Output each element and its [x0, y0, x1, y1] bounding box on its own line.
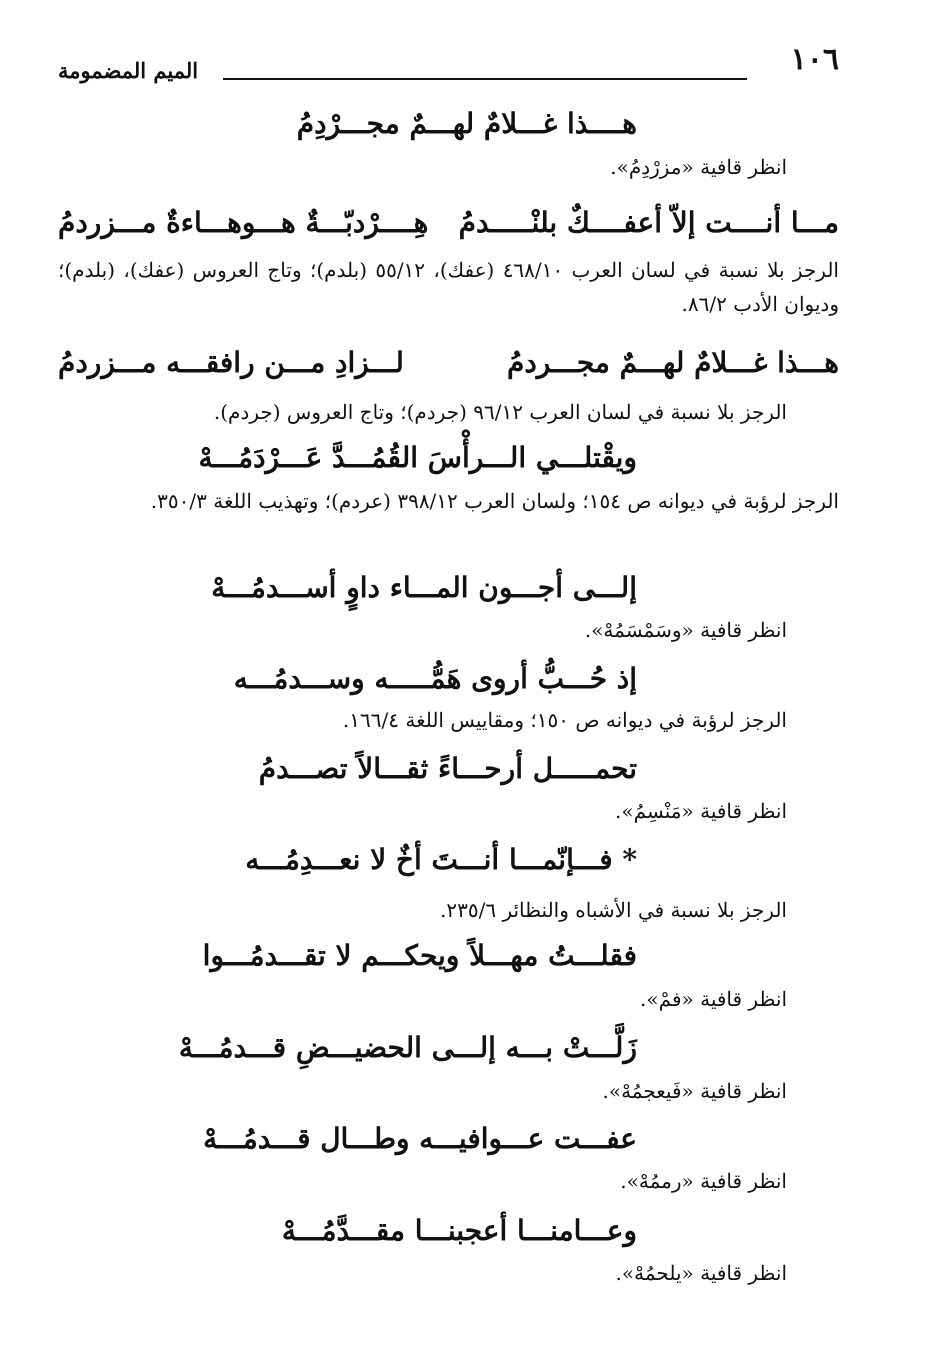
verse-line: إذ حُـــبُّ أروى هَمُّـــــه وســـدمُـــه — [233, 662, 637, 695]
cross-reference: انظر قافية «مَنْسِمُ». — [615, 799, 787, 823]
source-note: الرجز بلا نسبة في لسان العرب ٤٦٨/١٠ (عفك)، ٥٥/١٢ (بلدم)؛ وتاج العروس (عفك)، (بلدم)؛ وديوان الأدب ٨٦/٢. — [58, 258, 839, 316]
source-note: الرجز لرؤبة في ديوانه ص ١٥٠؛ ومقاييس اللغة ١٦٦/٤. — [342, 708, 787, 732]
source-note: الرجز لرؤبة في ديوانه ص ١٥٤؛ ولسان العرب ٣٩٨/١٢ (عردم)؛ وتهذيب اللغة ٣٥٠/٣. — [150, 489, 839, 513]
verse-couplet — [58, 343, 839, 383]
section-title: الميم المضمومة — [58, 58, 199, 83]
cross-reference: انظر قافية «رممُهْ». — [620, 1169, 787, 1193]
verse-line: هــــذا غـــلامٌ لهـــمٌ مجـــرْدِمُ — [296, 107, 637, 140]
verse-line: * فـــإنّمـــا أنـــتَ أخٌ لا نعـــدِمُـــه — [245, 843, 637, 876]
cross-reference: انظر قافية «مزرْدِمُ». — [610, 155, 787, 179]
first-hemistich: هـــذا غـــلامٌ لهـــمٌ مجـــردمُ — [506, 346, 839, 379]
verse-line: فقلـــتُ مهـــلاً ويحكـــم لا تقـــدمُـــوا — [202, 939, 637, 972]
page-header — [58, 40, 839, 90]
verse-line: زَلَّـــتْ بـــه إلـــى الحضيـــضِ قـــدمُـــهْ — [178, 1031, 637, 1064]
verse-line: عفـــت عـــوافيـــه وطـــال قـــدمُـــهْ — [203, 1122, 637, 1155]
source-note: الرجز بلا نسبة في لسان العرب ٩٦/١٢ (جردم)؛ وتاج العروس (جردم). — [213, 400, 787, 424]
cross-reference: انظر قافية «فمْ». — [640, 987, 787, 1011]
header-rule — [223, 78, 747, 80]
verse-couplet — [58, 203, 839, 243]
second-hemistich: هِــــرْدبّـــةٌ هـــوهـــاءةٌ مـــزردمُ — [58, 206, 429, 239]
cross-reference: انظر قافية «وسَمْسَمُهْ». — [584, 618, 787, 642]
verse-line: ويقْتلـــي الـــرأْسَ القُمُـــدَّ عَـــرْدَمُـــهْ — [198, 441, 637, 474]
cross-reference: انظر قافية «فَيعجمُهْ». — [602, 1079, 787, 1103]
second-hemistich: لـــزادِ مـــن رافقـــه مـــزردمُ — [58, 346, 404, 379]
first-hemistich: مـــا أنــــت إلاّ أعفــــكٌ بلنْـــــدمُ — [458, 206, 839, 239]
verse-line: وعـــامنـــا أعجبنـــا مقـــدَّمُـــهْ — [281, 1214, 637, 1247]
verse-line: تحمـــــل أرحـــاءً ثقـــالاً تصـــدمُ — [258, 752, 637, 785]
cross-reference: انظر قافية «يلحمُهْ». — [615, 1261, 787, 1285]
source-note: الرجز بلا نسبة في الأشباه والنظائر ٢٣٥/٦. — [440, 898, 787, 922]
page-number: ١٠٦ — [790, 42, 839, 77]
verse-line: إلـــى أجـــون المـــاء داوٍ أســـدمُـــهْ — [211, 571, 637, 604]
